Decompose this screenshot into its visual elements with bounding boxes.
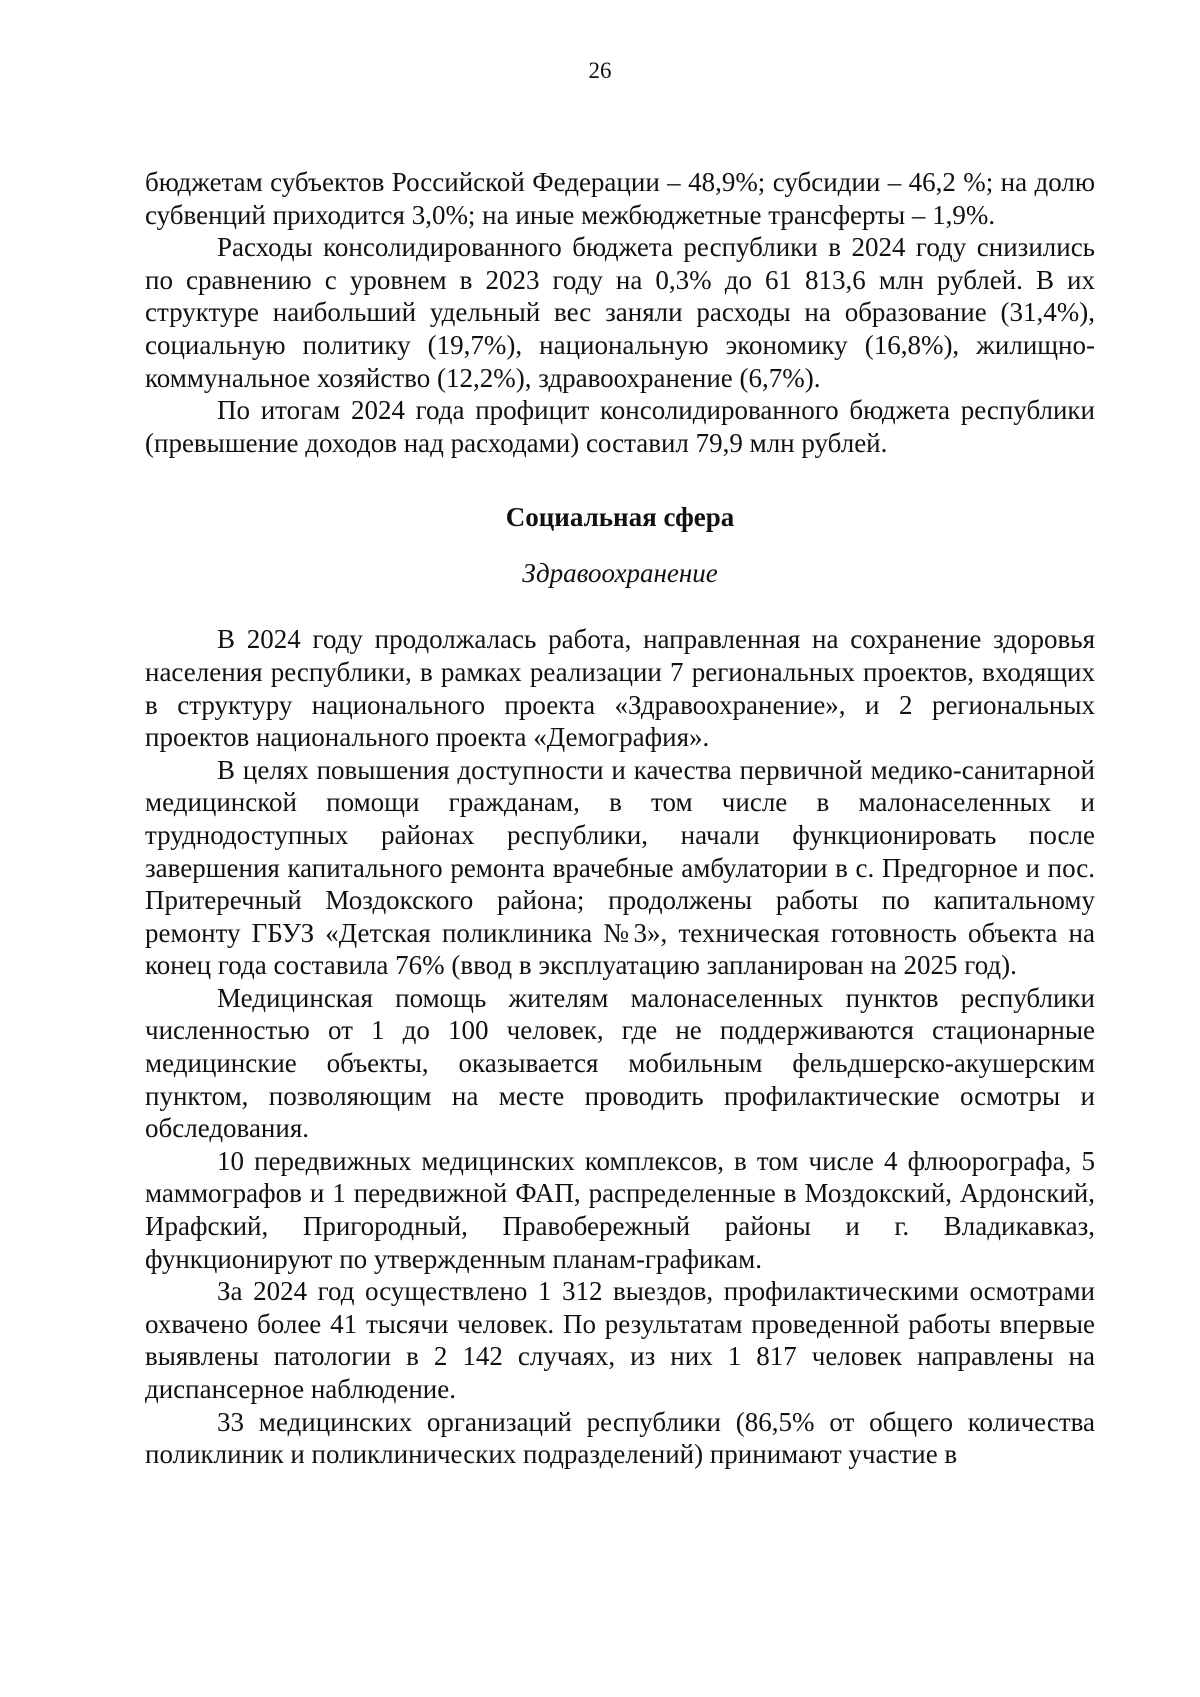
subsection-heading-healthcare: Здравоохранение (522, 558, 718, 589)
section-heading-social-sphere: Социальная сфера (505, 502, 735, 533)
paragraph-medical-organizations: 33 медицинских организаций республики (86,5% от общего количества поликлиник и поликлинических подразделений) принимают участие в (145, 1406, 1095, 1470)
paragraph-budget-transfers: бюджетам субъектов Российской Федерации – 48,9%; субсидии – 46,2 %; на долю субвенций приходится 3,0%; на иные межбюджетные трансферты – 1,9%. (145, 167, 1095, 230)
paragraph-mobile-fap: Медицинская помощь жителям малонаселенных пунктов республики численностью от 1 до 100 человек, где не поддерживаются стационарные медицинские объекты, оказывается мобильным фельдшерско-акушерским пунктом, позволяющим на месте проводить профилактические осмотры и обследования. (145, 982, 1095, 1144)
paragraph-budget-surplus: По итогам 2024 года профицит консолидированного бюджета республики (превышение доходов над расходами) составил 79,9 млн рублей. (145, 395, 1095, 458)
paragraph-primary-care: В целях повышения доступности и качества первичной медико-санитарной медицинской помощи гражданам, в том числе в малонаселенных и труднодоступных районах республики, начали функционировать после завершения капитального ремонта врачебные амбулатории в с. Предгорное и пос. Притеречный Моздокского района; продолжены работы по капитальному ремонту ГБУЗ «Детская поликлиника №3», техническая готовность объекта на конец года составила 76% (ввод в эксплуатацию запланирован на 2025 год). (145, 754, 1095, 981)
paragraph-regional-projects: В 2024 году продолжалась работа, направленная на сохранение здоровья населения республики, в рамках реализации 7 региональных проектов, входящих в структуру национального проекта «Здравоохранение», и 2 региональных проектов национального проекта «Демография». (145, 624, 1095, 753)
paragraph-mobile-complexes: 10 передвижных медицинских комплексов, в том числе 4 флюорографа, 5 маммографов и 1 передвижной ФАП, распределенные в Моздокский, Ардонский, Ирафский, Пригородный, Правобережный районы и г. Владикавказ, функционируют по утвержденным планам-графикам. (145, 1145, 1095, 1274)
page-content (145, 166, 1095, 1471)
paragraph-budget-expenses: Расходы консолидированного бюджета республики в 2024 году снизились по сравнению с уровнем в 2023 году на 0,3% до 61 813,6 млн рублей. В их структуре наибольший удельный вес заняли расходы на образование (31,4%), социальную политику (19,7%), национальную экономику (16,8%), жилищно-коммунальное хозяйство (12,2%), здравоохранение (6,7%). (145, 232, 1095, 393)
page-number: 26 (588, 58, 612, 83)
paragraph-visits-stats: За 2024 год осуществлено 1 312 выездов, профилактическими осмотрами охвачено более 41 тысячи человек. По результатам проведенной работы впервые выявлены патологии в 2 142 случаях, из них 1 817 человек направлены на диспансерное наблюдение. (145, 1276, 1095, 1404)
